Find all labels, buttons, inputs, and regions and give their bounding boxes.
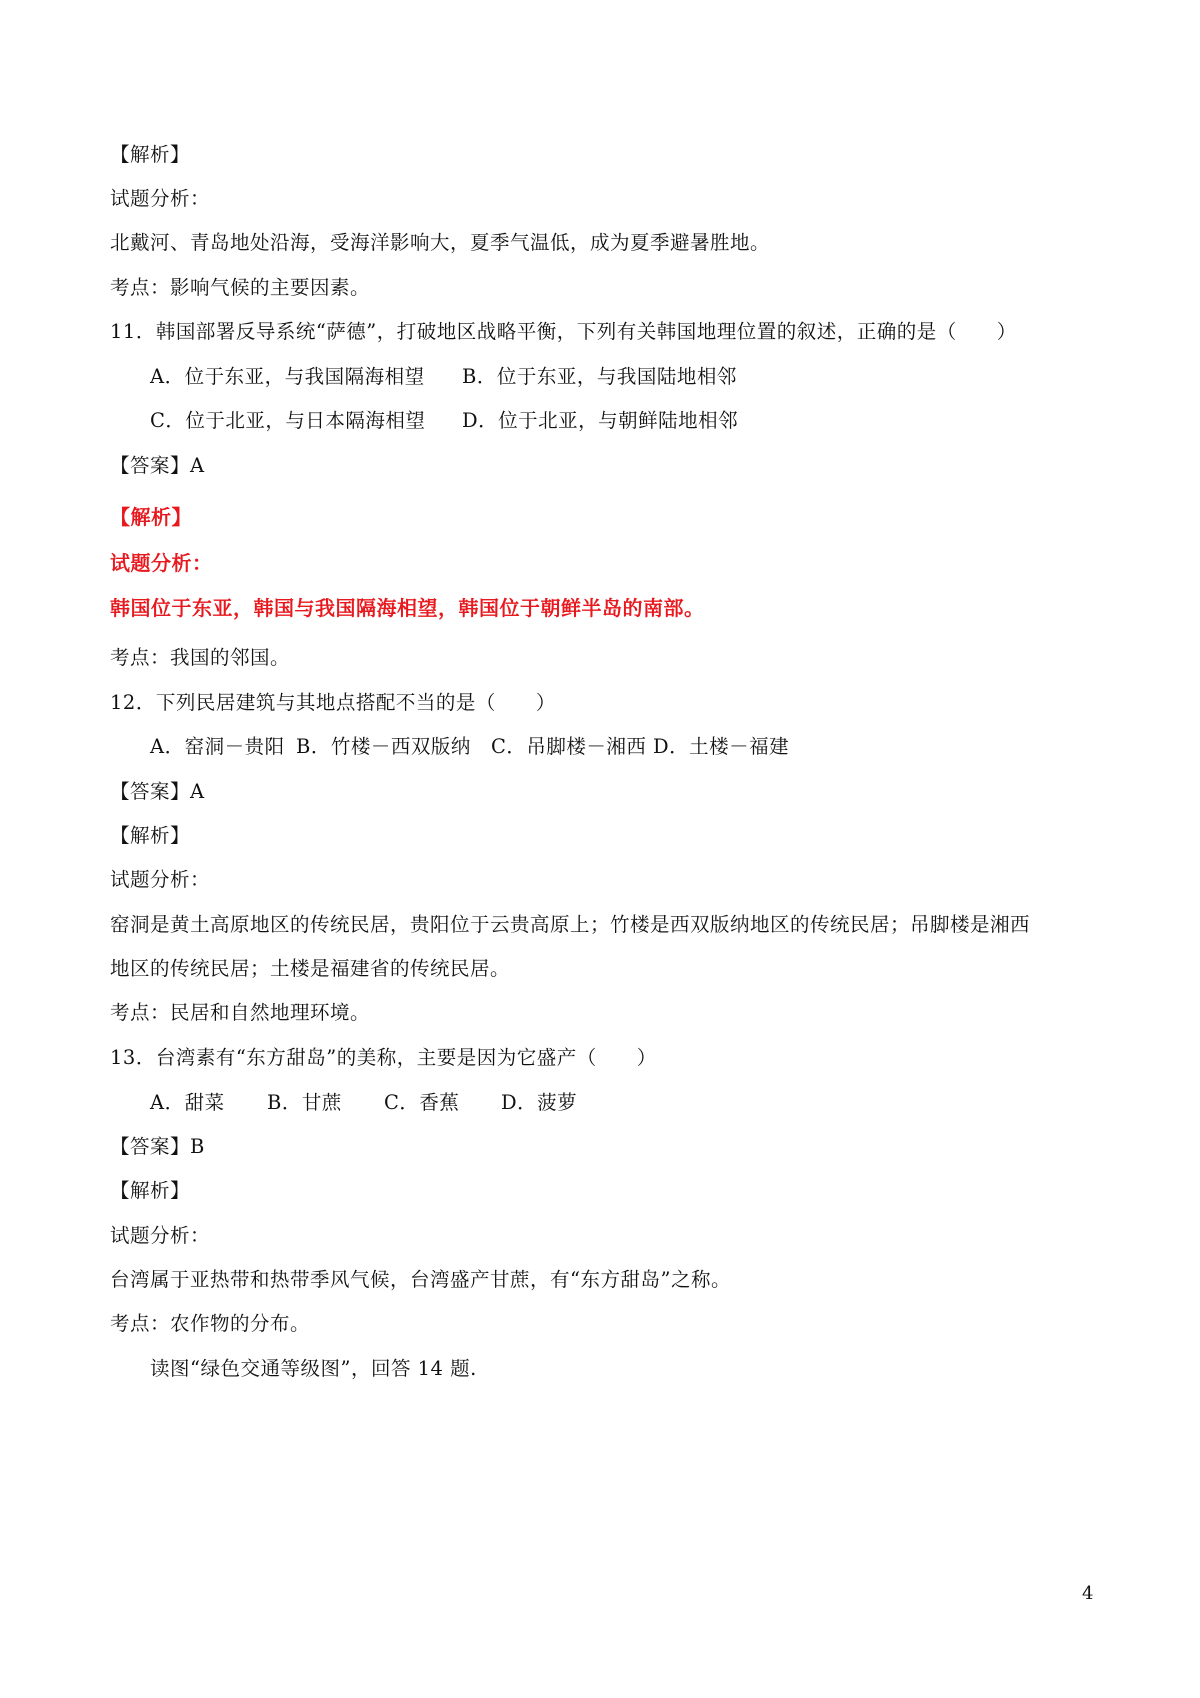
- analysis-heading: 试题分析：: [110, 187, 211, 210]
- question-13: 13．台湾素有“东方甜岛”的美称，主要是因为它盛产（ ）: [110, 1046, 657, 1069]
- question-12: 12．下列民居建筑与其地点搭配不当的是（ ）: [110, 691, 556, 714]
- analysis-text: 台湾属于亚热带和热带季风气候，台湾盛产甘蔗，有“东方甜岛”之称。: [110, 1268, 731, 1291]
- analysis-text-line-2: 地区的传统民居；土楼是福建省的传统民居。: [110, 957, 511, 980]
- page-number: 4: [1082, 1583, 1094, 1604]
- options-row: [150, 734, 789, 760]
- question-14-intro: 读图“绿色交通等级图”，回答 14 题.: [150, 1357, 477, 1380]
- option-b: B．甘蔗: [267, 1091, 342, 1114]
- option-c: C．位于北亚，与日本隔海相望: [150, 409, 426, 432]
- answer-label: 【答案】A: [110, 454, 205, 477]
- answer-label: 【答案】B: [110, 1135, 205, 1158]
- option-d: D．位于北亚，与朝鲜陆地相邻: [462, 409, 739, 432]
- analysis-heading-highlight: 试题分析：: [110, 551, 213, 575]
- kaodian-text: 考点：民居和自然地理环境。: [110, 1001, 371, 1024]
- option-c: C．吊脚楼－湘西: [491, 735, 647, 758]
- options-row: [150, 1090, 577, 1116]
- analysis-text-highlight: 韩国位于东亚，韩国与我国隔海相望，韩国位于朝鲜半岛的南部。: [110, 596, 705, 620]
- options-row: [150, 364, 737, 390]
- analysis-heading: 试题分析：: [110, 868, 211, 891]
- option-d: D．菠萝: [501, 1091, 578, 1114]
- option-a: A．甜菜: [150, 1091, 225, 1114]
- option-c: C．香蕉: [384, 1091, 460, 1114]
- jiexi-label: 【解析】: [110, 824, 191, 847]
- option-b: B．竹楼－西双版纳: [296, 735, 471, 758]
- kaodian-text: 考点：影响气候的主要因素。: [110, 276, 371, 299]
- analysis-text: 北戴河、青岛地处沿海，受海洋影响大，夏季气温低，成为夏季避暑胜地。: [110, 231, 771, 254]
- question-11: 11．韩国部署反导系统“萨德”，打破地区战略平衡，下列有关韩国地理位置的叙述，正确的是（ ）: [110, 320, 1017, 343]
- option-a: A．窑洞－贵阳: [150, 735, 285, 758]
- kaodian-text: 考点：我国的邻国。: [110, 646, 291, 669]
- analysis-heading: 试题分析：: [110, 1224, 211, 1247]
- jiexi-label-highlight: 【解析】: [110, 505, 192, 529]
- analysis-text-line-1: 窑洞是黄土高原地区的传统民居，贵阳位于云贵高原上；竹楼是西双版纳地区的传统民居；吊脚楼是湘西: [110, 913, 1031, 936]
- options-row: [150, 408, 738, 434]
- answer-label: 【答案】A: [110, 780, 205, 803]
- option-b: B．位于东亚，与我国陆地相邻: [462, 365, 737, 388]
- jiexi-label: 【解析】: [110, 1179, 191, 1202]
- option-a: A．位于东亚，与我国隔海相望: [150, 365, 425, 388]
- kaodian-text: 考点：农作物的分布。: [110, 1312, 311, 1335]
- option-d: D．土楼－福建: [653, 735, 790, 758]
- jiexi-label: 【解析】: [110, 143, 191, 166]
